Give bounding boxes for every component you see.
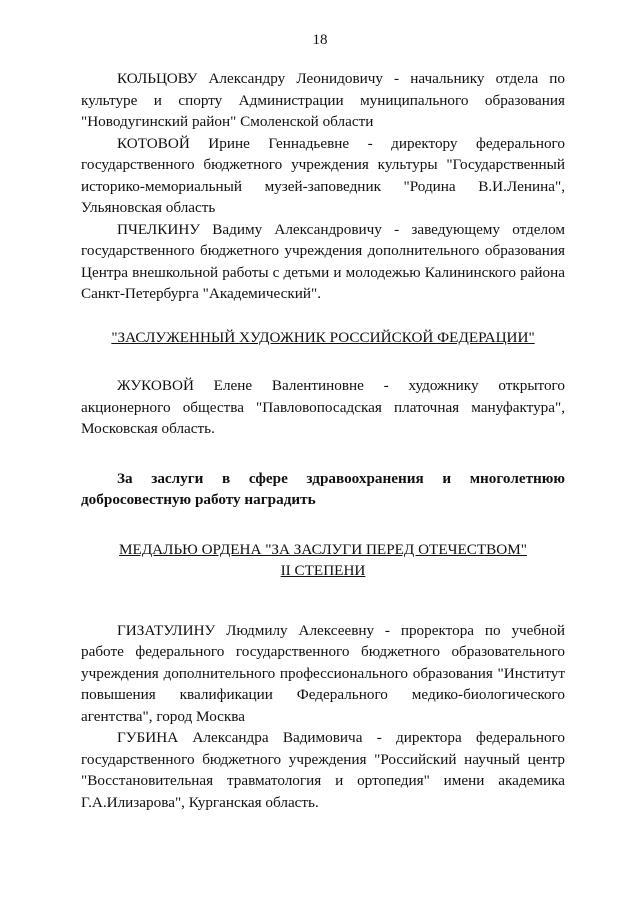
award-entry-pchelkin: ПЧЕЛКИНУ Вадиму Александровичу - заведующему отделом государственного бюджетного учреждения дополнительного образования Центра внешкольной работы с детьми и молодежью Калининского района Санкт-Петербурга "Академический". [81,220,565,302]
award-entry-zhukova: ЖУКОВОЙ Елене Валентиновне - художнику открытого акционерного общества "Павловопосадская платочная мануфактура", Московская область. [81,377,565,437]
section-heading-medal-line2: II СТЕПЕНИ [280,562,366,579]
award-entry-gubin: ГУБИНА Александра Вадимовича - директора федерального государственного бюджетного учреждения "Российский научный центр "Восстановительная травматология и ортопедия" имени академика Г.А.Илизарова", Курганская область. [81,729,565,811]
document-body [81,68,565,813]
award-entry-gizatulina: ГИЗАТУЛИНУ Людмилу Алексеевну - проректора по учебной работе федерального государственного бюджетного образовательного учреждения дополнительного профессионального образования "Институт повышения квалификации Федерального медико-биологического агентства", город Москва [81,621,565,725]
award-entry-koltsov: КОЛЬЦОВУ Александру Леонидовичу - начальнику отдела по культуре и спорту Администрации муниципального образования "Новодугинский район" Смоленской области [81,70,565,130]
section-heading-medal-line1: МЕДАЛЬЮ ОРДЕНА "ЗА ЗАСЛУГИ ПЕРЕД ОТЕЧЕСТВОМ" [119,540,527,558]
page-number: 18 [312,32,328,48]
award-entry-kotova: КОТОВОЙ Ирине Геннадьевне - директору федерального государственного бюджетного учреждения культуры "Государственный историко-мемориальный музей-заповедник "Родина В.И.Ленина", Ульяновская область [81,134,565,216]
section-heading-honored-artist: "ЗАСЛУЖЕННЫЙ ХУДОЖНИК РОССИЙСКОЙ ФЕДЕРАЦИИ" [111,328,535,346]
award-decree-statement: За заслуги в сфере здравоохранения и многолетнюю добросовестную работу наградить [81,469,565,508]
